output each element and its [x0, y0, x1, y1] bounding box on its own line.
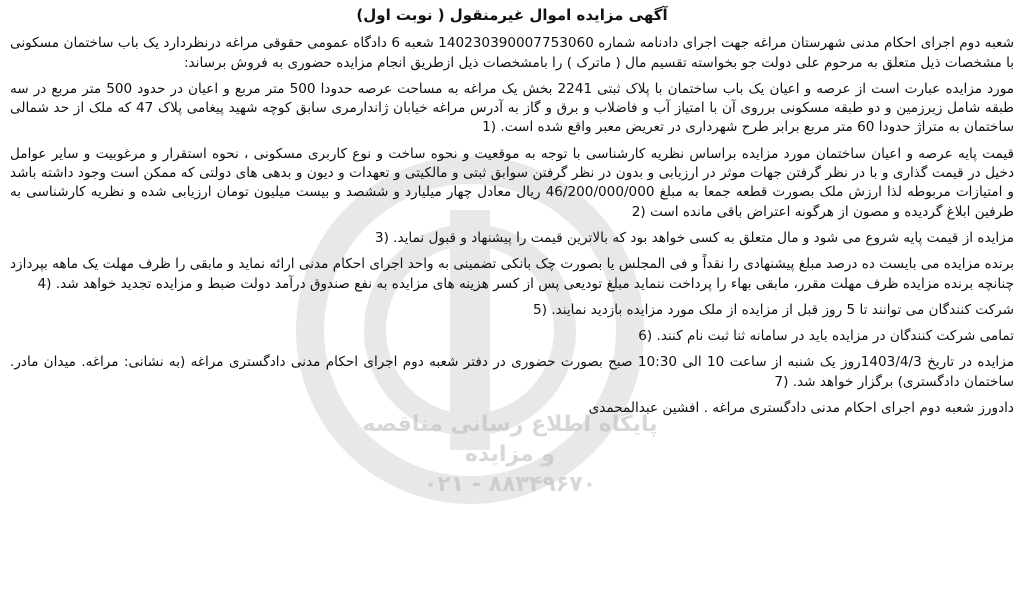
watermark-line-1: پایگاه اطلاع رسانی مناقصه و مزایده: [362, 412, 658, 467]
watermark-line-2: ۰۲۱ - ۸۸۳۴۹۶۷۰: [423, 472, 597, 497]
notice-item-3: مزایده از قیمت پایه شروع می شود و مال متعلق به کسی خواهد بود که بالاترین قیمت را پیشنهاد و قبول نماید. (3: [374, 229, 1014, 246]
notice-item-6: تمامی شرکت کنندگان در مزایده باید در سامانه ثنا ثبت نام کنند. (6: [638, 328, 1014, 345]
notice-document: [10, 6, 1014, 425]
notice-item-1: مورد مزایده عبارت است از عرصه و اعیان یک باب ساختمان با پلاک ثبتی 2241 بخش یک مراغه به مساحت عرصه حدودا 500 متر مربع و اعیان در حدود 500 متر مربع در سه طبقه شامل زیرزمین و دو طبقه مسکونی برروی آن با امتیاز آب و فاضلاب و برق و گاز به آدرس مراغه خیابان ژاندارمری سابق کوچه شهید پیغامی پلاک 47 که ملک از حد شمالی ساختمان به متراژ حدودا 60 متر مربع برابر طرح شهرداری در تعریض معبر واقع شده است. (1: [10, 80, 1015, 136]
notice-item-2: قیمت پایه عرصه و اعیان ساختمان مورد مزایده براساس نظریه کارشناسی با توجه به موقعیت و نحوه ساخت و نوع کاربری مسکونی ، نحوه استقرار و مرغوبیت و سایر عوامل دخیل در قیمت گذاری و با در نظر گرفتن جهات موثر در ارزیابی و بدون در نظر گرفتن سوابق ثبتی و مالکیتی و تعهدات و دیون و بدهی های دولتی که ممکن است وجود داشته باشد و امتیازات مربوطه لذا ارزش ملک بصورت قطعه جمعا به مبلغ 46/200/000/000 ریال معادل چهار میلیارد و ششصد و بیست میلیون تومان ارزیابی شده و نظریه کارشناسی به طرفین ابلاغ گردیده و مصون از هرگونه اعتراض باقی مانده است (2: [10, 145, 1014, 220]
signature: دادورز شعبه دوم اجرای احکام مدنی دادگستری مراغه . افشین عبدالمحمدی: [588, 400, 1014, 417]
notice-title: آگهی مزایده اموال غیرمنقول ( نوبت اول): [356, 6, 668, 24]
notice-item-7: مزایده در تاریخ 1403/4/3روز یک شنبه از ساعت 10 الی 10:30 صبح بصورت حضوری در دفتر شعبه دوم اجرای احکام مدنی دادگستری مراغه (به نشانی: مراغه. میدان مادر. ساختمان دادگستری) برگزار خواهد شد. (7: [10, 354, 1014, 390]
notice-item-5: شرکت کنندگان می توانند تا 5 روز قبل از مزایده از ملک مورد مزایده بازدید نمایند. (5: [533, 301, 1014, 318]
notice-intro: شعبه دوم اجرای احکام مدنی شهرستان مراغه جهت اجرای دادنامه شماره 140230390007753060 شعبه 6 دادگاه عمومی حقوقی مراغه درنظردارد یک باب ساختمان مسکونی با مشخصات ذیل متعلق به مرحوم علی دولت جو بخواسته تقسیم مال ( ماترک ) را بامشخصات ذیل ازطریق انجام مزایده حضوری به فروش برساند:: [10, 35, 1015, 71]
notice-item-4: برنده مزایده می بایست ده درصد مبلغ پیشنهادی را نقداً و فی المجلس یا بصورت چک بانکی تضمینی به واحد اجرای احکام مدنی ارائه نماید و مابقی را ظرف مهلت یک ماهه بپردازد چنانچه برنده مزایده ظرف مهلت مقرر، مابقی بهاء را پرداخت ننماید مبلغ تودیعی پس از کسر هزینه های مزایده به نفع صندوق درآمد دولت ضبط و مزایده تجدید خواهد شد. (4: [10, 256, 1014, 292]
